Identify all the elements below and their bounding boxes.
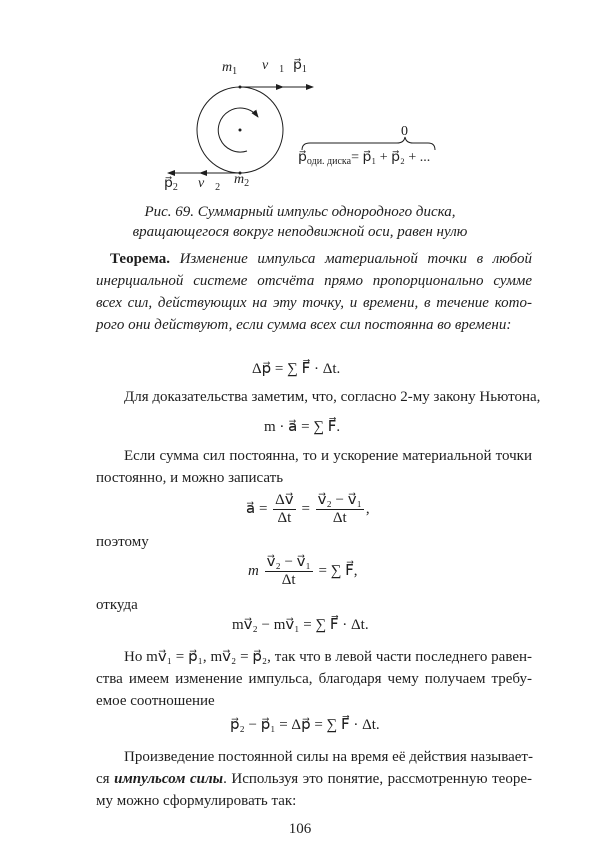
figure-caption-line: Рис. 69. Суммарный импульс однородного диска, — [144, 204, 456, 220]
paragraph-line: постоянно, и можно записать — [96, 470, 284, 486]
paragraph-line: поэтому — [96, 534, 149, 550]
label-p2: p⃗ — [164, 176, 173, 191]
term-impulse-of-force: импульсом силы — [114, 771, 224, 787]
rotation-arrow-icon — [218, 108, 258, 152]
formula-final: p⃗₂ − p⃗₁ = Δp⃗ = ∑ F⃗ · Δt. — [230, 717, 380, 733]
paragraph-line: Если сумма сил постоянна, то и ускорение материальной точки — [124, 448, 532, 464]
paragraph-line: ства имеем изменение импульса, благодаря чему получаем требу- — [96, 671, 532, 687]
theorem-line: Теорема. Изменение импульса материальной точки в любой — [110, 251, 532, 267]
page-number: 106 — [288, 821, 312, 837]
paragraph-line: Для доказательства заметим, что, согласно 2-му закону Ньютона, — [124, 389, 541, 405]
formula-impulse-theorem: Δp⃗ = ∑ F⃗ · Δt. — [252, 361, 341, 377]
paragraph-line: Но mv⃗₁ = p⃗₁, mv⃗₂ = p⃗₂, так что в левой части последнего равен- — [124, 649, 532, 665]
theorem-line: рого они действуют, если сумма всех сил постоянна во времени: — [96, 317, 512, 333]
label-p1: p⃗ — [293, 58, 302, 73]
label-v1: v⃗ — [262, 58, 280, 73]
overbrace — [302, 137, 435, 150]
paragraph-line: откуда — [96, 597, 138, 613]
figure-caption-line: вращающегося вокруг неподвижной оси, равен нулю — [132, 224, 468, 240]
theorem-line: инерциальной системе отсчёта прямо пропорционально сумме — [96, 273, 532, 289]
label-v2: v⃗ — [198, 176, 216, 191]
formula-newton-second-law: m · a⃗ = ∑ F⃗. — [264, 419, 341, 435]
paragraph-line: ся импульсом силы. Используя это понятие, рассмотренную теоре- — [96, 771, 532, 787]
formula-acceleration: a⃗ = $\frac{\Delta v⃗}{\Delta t}$ = $\frac{\text{v⃗₂ − v⃗₁}}{\Delta t}$ , — [246, 492, 370, 526]
theorem-label: Теорема. — [110, 251, 170, 267]
formula-momentum-change: mv⃗₂ − mv⃗₁ = ∑ F⃗ · Δt. — [232, 617, 369, 633]
disk-center — [239, 129, 242, 132]
label-m1: m — [222, 60, 233, 75]
paragraph-line: му можно сформулировать так: — [96, 793, 297, 809]
label-m2: m — [234, 172, 245, 187]
paragraph-line: Произведение постоянной силы на время её действия называет- — [124, 749, 533, 765]
sum-formula: $p⃗_{оди. диска}=$ p⃗₁ + p⃗₂ + ... — [298, 150, 431, 167]
theorem-line: всех сил, действующих на эту точку, и времени, в течение кото- — [96, 295, 532, 311]
paragraph-line: емое соотношение — [96, 693, 215, 709]
brace-value: 0 — [401, 124, 408, 139]
formula-m-delta-v: m $\frac{\text{v⃗₂ − v⃗₁}}{\Delta t}$ = ∑ F⃗, — [248, 554, 358, 588]
